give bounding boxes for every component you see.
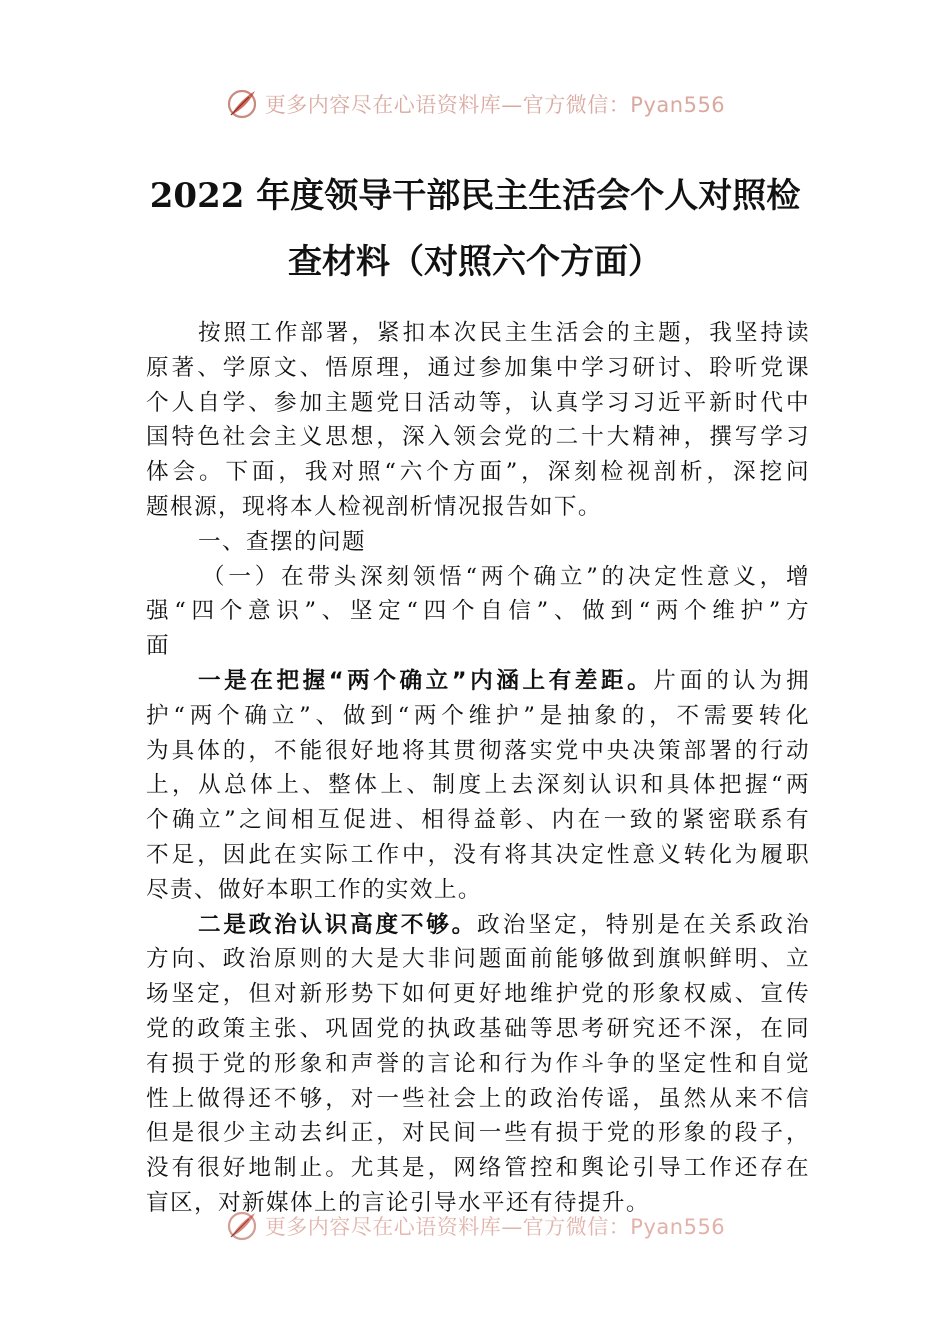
point-2-first-line bbox=[146, 908, 810, 943]
subsection-line: （一）在带头深刻领悟“两个确立”的决定性意义，增 bbox=[202, 563, 810, 590]
subsection-line: 面 bbox=[146, 633, 170, 660]
point-1-line: 上，从总体上、整体上、制度上去深刻认识和具体把握“两 bbox=[146, 772, 810, 799]
point-1-line: 不足，因此在实际工作中，没有将其决定性意义转化为履职 bbox=[146, 841, 810, 868]
point-1-line: 尽责、做好本职工作的实效上。 bbox=[146, 876, 482, 903]
point-2-line: 党的政策主张、巩固党的执政基础等思考研究还不深，在同 bbox=[146, 1015, 810, 1042]
point-1-line: 个确立”之间相互促进、相得益彰、内在一致的紧密联系有 bbox=[146, 807, 810, 834]
document-title-line-1: 2022 年度领导干部民主生活会个人对照检 bbox=[149, 176, 801, 216]
point-2-line: 盲区，对新媒体上的言论引导水平还有待提升。 bbox=[146, 1189, 650, 1216]
point-2-line: 场坚定，但对新形势下如何更好地维护党的形象权威、宣传 bbox=[146, 981, 810, 1008]
document-title-line-2: 查材料（对照六个方面） bbox=[288, 242, 662, 282]
section-heading: 一、查摆的问题 bbox=[198, 528, 366, 555]
watermark-header bbox=[0, 84, 950, 124]
feather-pen-logo-icon bbox=[225, 1209, 259, 1243]
subsection-line: 强“四个意识”、坚定“四个自信”、做到“两个维护”方 bbox=[146, 598, 810, 625]
watermark-footer bbox=[0, 1206, 950, 1246]
point-2-text: 政治坚定，特别是在关系政治 bbox=[476, 911, 811, 938]
watermark-text: 更多内容尽在心语资料库—官方微信：Pyan556 bbox=[264, 93, 726, 117]
intro-line: 题根源，现将本人检视剖析情况报告如下。 bbox=[146, 493, 602, 520]
intro-line: 原著、学原文、悟原理，通过参加集中学习研讨、聆听党课 bbox=[146, 354, 810, 381]
intro-line: 国特色社会主义思想，深入领会党的二十大精神，撰写学习 bbox=[146, 424, 810, 451]
intro-line: 体会。下面，我对照“六个方面”，深刻检视剖析，深挖问 bbox=[146, 459, 810, 486]
point-1-first-line bbox=[146, 664, 810, 699]
point-1-text: 片面的认为拥 bbox=[653, 667, 811, 694]
point-1-line: 护“两个确立”、做到“两个维护”是抽象的，不需要转化 bbox=[146, 702, 810, 729]
intro-line: 按照工作部署，紧扣本次民主生活会的主题，我坚持读 bbox=[198, 320, 810, 346]
feather-pen-logo-icon bbox=[225, 87, 259, 121]
watermark-text: 更多内容尽在心语资料库—官方微信：Pyan556 bbox=[264, 1215, 726, 1239]
point-2-line: 方向、政治原则的大是大非问题面前能够做到旗帜鲜明、立 bbox=[146, 946, 810, 973]
point-1-line: 为具体的，不能很好地将其贯彻落实党中央决策部署的行动 bbox=[146, 737, 810, 764]
point-2-line: 但是很少主动去纠正，对民间一些有损于党的形象的段子， bbox=[146, 1120, 810, 1147]
point-2-line: 没有很好地制止。尤其是，网络管控和舆论引导工作还存在 bbox=[146, 1155, 810, 1182]
intro-line: 个人自学、参加主题党日活动等，认真学习习近平新时代中 bbox=[146, 389, 810, 416]
point-2-lead: 二是政治认识高度不够。 bbox=[198, 911, 477, 938]
document-body bbox=[146, 316, 810, 1221]
point-2-line: 性上做得还不够，对一些社会上的政治传谣，虽然从来不信 bbox=[146, 1085, 810, 1112]
point-1-lead: 一是在把握“两个确立”内涵上有差距。 bbox=[198, 667, 654, 694]
point-2-line: 有损于党的形象和声誉的言论和行为作斗争的坚定性和自觉 bbox=[146, 1050, 810, 1077]
